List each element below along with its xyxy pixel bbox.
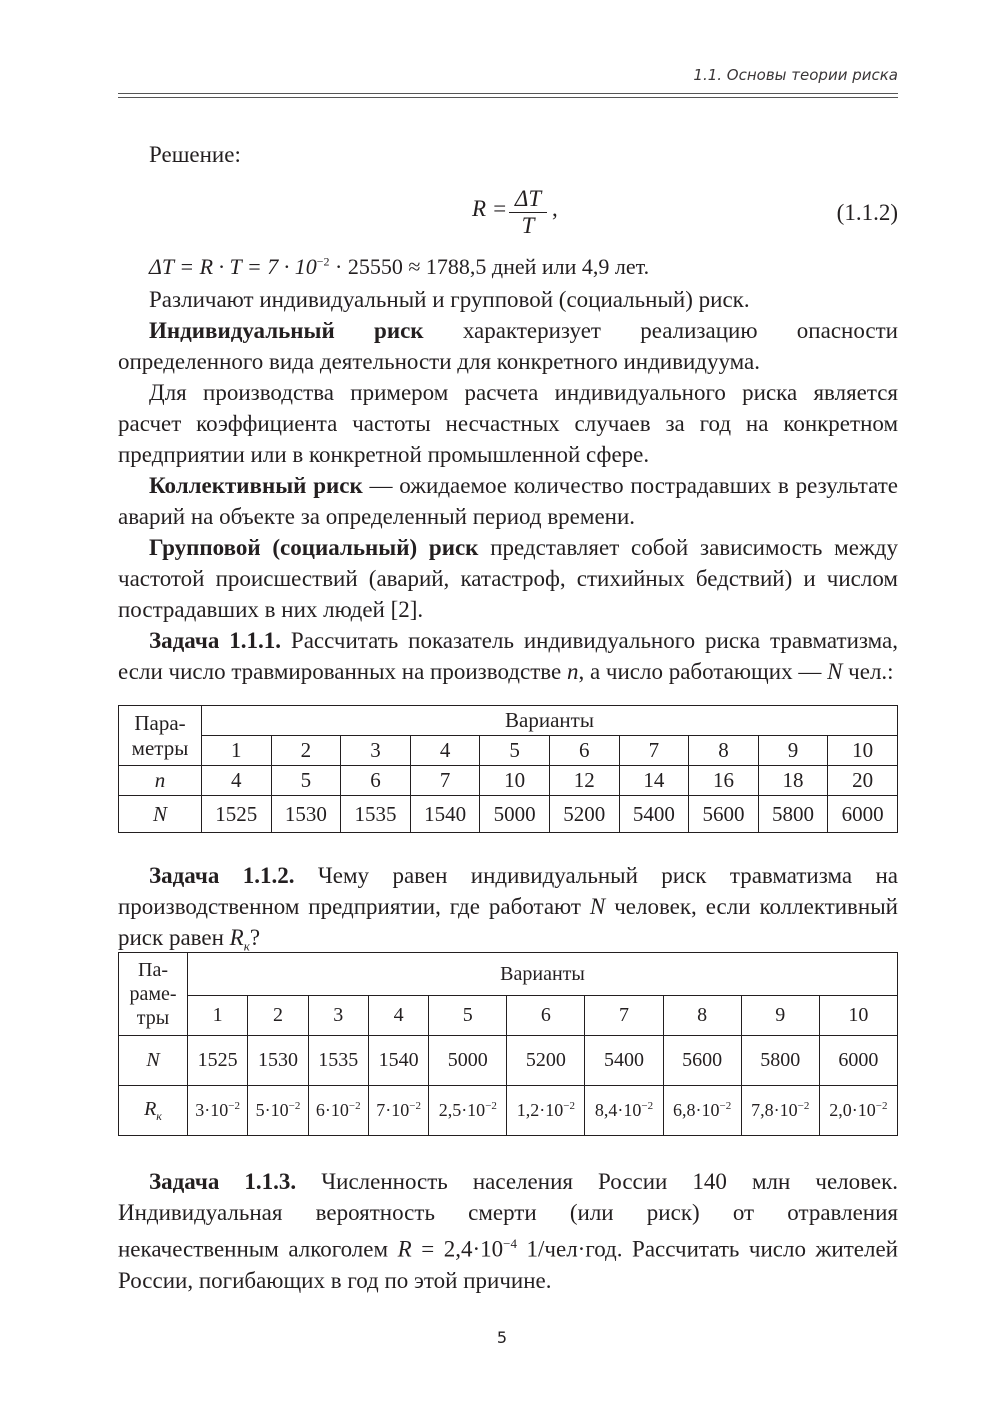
risk-exponent: −2 xyxy=(719,1100,732,1112)
param-header-line1: Пара- xyxy=(134,710,186,735)
risk-exponent: −2 xyxy=(409,1100,421,1112)
variant-number-cell: 9 xyxy=(741,996,819,1036)
var-N: N xyxy=(827,659,843,684)
formula-fraction xyxy=(508,186,548,239)
variant-number-cell: 7 xyxy=(619,736,689,766)
row-label-cell: N xyxy=(119,1036,188,1086)
var-n: n xyxy=(566,659,579,684)
value-cell: 5600 xyxy=(689,796,759,833)
value-cell: 7 xyxy=(410,766,480,796)
task-1-1-3-exponent: −4 xyxy=(503,1236,517,1251)
value-cell xyxy=(429,1086,507,1136)
task-1-1-1-text-c: чел.: xyxy=(842,659,894,684)
value-cell xyxy=(741,1086,819,1136)
solution-label: Решение: xyxy=(149,142,241,167)
value-cell: 5800 xyxy=(741,1036,819,1086)
paragraph-collective-risk xyxy=(118,470,898,532)
param-header-line3: тры xyxy=(136,1007,170,1029)
var-N: N xyxy=(589,894,606,919)
header-rule-top xyxy=(118,93,898,94)
definition-individual-risk: характеризует реализацию опасности определенного вида деятельности для конкретного индивидуума. xyxy=(118,318,898,374)
param-header-line1: Па- xyxy=(138,959,168,981)
value-cell: 6000 xyxy=(828,796,898,833)
row-label-R-subscript: к xyxy=(156,1108,162,1123)
value-cell: 5800 xyxy=(758,796,828,833)
task-1-1-1 xyxy=(118,625,898,687)
value-cell: 5000 xyxy=(429,1036,507,1086)
value-cell: 1540 xyxy=(410,796,480,833)
body-text xyxy=(118,284,898,687)
risk-mantissa: 2,0·10 xyxy=(829,1100,876,1120)
definition-collective-risk: — ожидаемое количество пострадавших в результате аварий на объекте за определенный период времени. xyxy=(118,473,899,529)
variant-number-cell: 5 xyxy=(480,736,550,766)
risk-mantissa: 5·10 xyxy=(255,1100,289,1120)
calc-expression: ΔT = R · T = 7 · 10 xyxy=(149,254,317,279)
table-task-1-1-2 xyxy=(118,952,898,1136)
formula-numerator: ΔT xyxy=(514,186,542,211)
task-1-1-3 xyxy=(118,1166,898,1296)
variants-header: Варианты xyxy=(202,706,898,736)
task-1-1-1-title: Задача 1.1.1. xyxy=(149,628,281,653)
variant-number-cell: 2 xyxy=(248,996,308,1036)
value-cell: 6 xyxy=(341,766,411,796)
variant-number-cell: 10 xyxy=(828,736,898,766)
risk-mantissa: 1,2·10 xyxy=(516,1100,564,1120)
task-1-1-3-title: Задача 1.1.3. xyxy=(149,1169,297,1194)
task-1-1-1-text-a: Рассчитать показатель индивидуального риска травматизма, если число травмированных на производстве xyxy=(118,628,898,684)
value-cell xyxy=(819,1086,897,1136)
risk-exponent: −2 xyxy=(288,1100,301,1112)
variant-number-cell: 10 xyxy=(819,996,897,1036)
value-cell xyxy=(507,1086,585,1136)
risk-exponent: −2 xyxy=(348,1100,361,1112)
value-cell: 4 xyxy=(202,766,272,796)
param-header-line2: метры xyxy=(131,735,189,760)
value-cell: 5 xyxy=(271,766,341,796)
risk-mantissa: 7,8·10 xyxy=(751,1100,798,1120)
risk-mantissa: 8,4·10 xyxy=(594,1100,642,1120)
variant-number-cell: 8 xyxy=(689,736,759,766)
task-1-1-2-text-a: Чему равен индивидуальный риск травматизма на производственном предприятии, где работают xyxy=(118,863,899,919)
risk-exponent: −2 xyxy=(797,1100,810,1112)
value-cell: 16 xyxy=(689,766,759,796)
term-collective-risk: Коллективный риск xyxy=(149,473,363,498)
header-rule-bottom xyxy=(118,97,898,98)
value-cell: 1530 xyxy=(248,1036,308,1086)
param-header-cell xyxy=(119,953,188,1036)
table-task-1-1-1 xyxy=(118,705,898,833)
calculation-line xyxy=(149,254,649,280)
value-cell xyxy=(585,1086,663,1136)
value-cell: 18 xyxy=(758,766,828,796)
task-1-1-2-text-c: ? xyxy=(249,925,261,950)
variant-number-cell: 5 xyxy=(429,996,507,1036)
var-R: R xyxy=(229,925,244,950)
calc-tail: · 25550 ≈ 1788,5 дней или 4,9 лет. xyxy=(329,254,650,279)
variant-number-cell: 6 xyxy=(507,996,585,1036)
variant-number-cell: 4 xyxy=(368,996,428,1036)
var-R: R xyxy=(397,1236,412,1262)
definition-group-risk: представляет собой зависимость между частотой происшествий (аварий, катастроф, стихийных бедствий) и числом пострадавших в них людей [2]. xyxy=(118,535,898,622)
value-cell: 20 xyxy=(828,766,898,796)
value-cell xyxy=(308,1086,368,1136)
variant-number-cell: 2 xyxy=(271,736,341,766)
param-header-cell xyxy=(119,706,202,766)
value-cell: 1535 xyxy=(308,1036,368,1086)
paragraph-group-risk xyxy=(118,532,898,625)
task-1-1-2-title: Задача 1.1.2. xyxy=(149,863,295,888)
value-cell xyxy=(188,1086,248,1136)
task-1-1-2-text-b: человек, если коллективный риск равен xyxy=(118,894,898,950)
variants-header: Варианты xyxy=(188,953,898,996)
value-cell: 5000 xyxy=(480,796,550,833)
variant-number-cell: 1 xyxy=(188,996,248,1036)
risk-exponent: −2 xyxy=(641,1100,654,1112)
risk-mantissa: 7·10 xyxy=(376,1100,410,1120)
value-cell: 5600 xyxy=(663,1036,741,1086)
row-label-cell xyxy=(119,1086,188,1136)
variant-number-cell: 8 xyxy=(663,996,741,1036)
risk-exponent: −2 xyxy=(563,1100,576,1112)
value-cell: 14 xyxy=(619,766,689,796)
task-3-block xyxy=(118,1166,898,1296)
formula-lhs: R = xyxy=(472,196,508,221)
variant-number-cell: 7 xyxy=(585,996,663,1036)
term-individual-risk: Индивидуальный риск xyxy=(149,318,424,343)
formula-comma: , xyxy=(552,196,558,221)
value-cell xyxy=(248,1086,308,1136)
task-1-1-1-text-b: , а число работающих — xyxy=(578,659,828,684)
risk-mantissa: 2,5·10 xyxy=(438,1100,486,1120)
value-cell: 1525 xyxy=(188,1036,248,1086)
value-cell: 5200 xyxy=(549,796,619,833)
value-cell: 6000 xyxy=(819,1036,897,1086)
row-label-cell: n xyxy=(119,766,202,796)
value-cell xyxy=(368,1086,428,1136)
paragraph-individual-risk xyxy=(118,315,898,377)
value-cell: 1535 xyxy=(341,796,411,833)
value-cell: 1525 xyxy=(202,796,272,833)
variant-number-cell: 3 xyxy=(308,996,368,1036)
task-2-block xyxy=(118,860,898,962)
value-cell: 5400 xyxy=(585,1036,663,1086)
value-cell: 1540 xyxy=(368,1036,428,1086)
formula-number: (1.1.2) xyxy=(836,200,898,225)
value-cell: 5400 xyxy=(619,796,689,833)
row-label-R: R xyxy=(144,1097,157,1120)
variant-number-cell: 1 xyxy=(202,736,272,766)
task-1-1-3-text-b: = 2,4·10 xyxy=(411,1236,504,1262)
value-cell: 1530 xyxy=(271,796,341,833)
running-header: 1.1. Основы теории риска xyxy=(693,66,898,84)
value-cell: 12 xyxy=(549,766,619,796)
formula-denominator: T xyxy=(521,213,535,238)
value-cell: 5200 xyxy=(507,1036,585,1086)
value-cell: 10 xyxy=(480,766,550,796)
task-1-1-3-text-c: 1/чел·год. Рассчитать число жителей России, погибающих в год по этой причине. xyxy=(118,1236,898,1293)
variant-number-cell: 3 xyxy=(341,736,411,766)
task-1-1-2 xyxy=(118,860,898,962)
term-group-risk: Групповой (социальный) риск xyxy=(149,535,479,560)
risk-mantissa: 6·10 xyxy=(315,1100,349,1120)
param-header-line2: раме- xyxy=(129,983,177,1005)
risk-exponent: −2 xyxy=(485,1100,497,1112)
risk-exponent: −2 xyxy=(875,1100,888,1112)
variant-number-cell: 6 xyxy=(549,736,619,766)
variant-number-cell: 4 xyxy=(410,736,480,766)
page-number: 5 xyxy=(496,1328,508,1347)
risk-mantissa: 6,8·10 xyxy=(673,1100,720,1120)
paragraph-risk-types: Различают индивидуальный и групповой (социальный) риск. xyxy=(149,287,750,312)
value-cell xyxy=(663,1086,741,1136)
risk-exponent: −2 xyxy=(228,1100,241,1112)
var-R-subscript: к xyxy=(243,938,250,954)
variant-number-cell: 9 xyxy=(758,736,828,766)
calc-exponent: −2 xyxy=(316,254,330,269)
task-1-1-3-text-a: Численность населения России 140 млн человек. Индивидуальная вероятность смерти (или риск) от отравления некачественным алкоголем xyxy=(118,1169,898,1262)
risk-mantissa: 3·10 xyxy=(195,1100,229,1120)
paragraph-production-example: Для производства примером расчета индивидуального риска является расчет коэффициента частоты несчастных случаев за год на конкретном предприятии или в конкретной промышленной сфере. xyxy=(118,380,898,467)
row-label-cell: N xyxy=(119,796,202,833)
